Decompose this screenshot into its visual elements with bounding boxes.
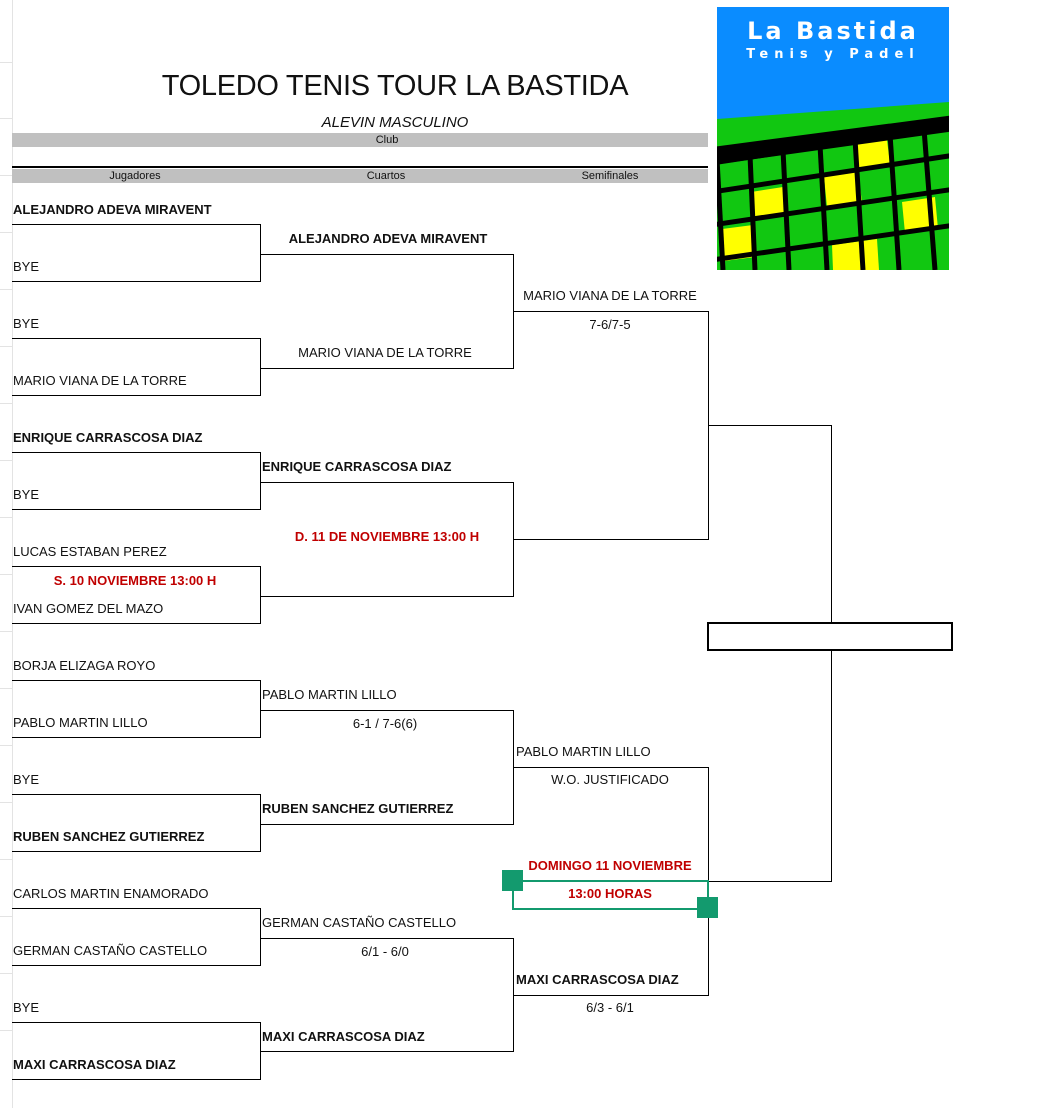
bracket-line <box>831 425 832 623</box>
bracket-line <box>260 338 261 396</box>
sf-1-score: 7-6/7-5 <box>589 317 631 332</box>
bracket-line <box>260 596 513 597</box>
bracket-line <box>513 767 708 768</box>
logo-name-text: La Bastida <box>747 17 919 45</box>
bracket-line <box>831 651 832 881</box>
bracket-line <box>513 311 708 312</box>
sf-3-score: W.O. JUSTIFICADO <box>551 772 669 787</box>
final-date-note: DOMINGO 11 NOVIEMBRE <box>528 858 692 873</box>
r1-m5-top: BORJA ELIZAGA ROYO <box>13 658 156 673</box>
bracket-line <box>260 1051 513 1052</box>
r1-m4-bottom: IVAN GOMEZ DEL MAZO <box>13 601 164 616</box>
bracket-line <box>12 1022 260 1023</box>
r1-m1-top: ALEJANDRO ADEVA MIRAVENT <box>13 202 212 217</box>
bracket-line <box>260 710 513 711</box>
sf-1-winner: MARIO VIANA DE LA TORRE <box>523 288 697 303</box>
club-bar <box>12 133 708 147</box>
bracket-line <box>260 908 261 966</box>
r1-m1-bottom: BYE <box>13 259 40 274</box>
bracket-line <box>12 566 260 567</box>
r1-m3-bottom: BYE <box>13 487 40 502</box>
bracket-line <box>12 623 260 624</box>
cell-selection-box[interactable] <box>512 880 709 910</box>
column-header-quarters: Cuartos <box>366 170 406 182</box>
r1-m2-top: BYE <box>13 316 40 331</box>
r1-m4-top: LUCAS ESTABAN PEREZ <box>13 544 167 559</box>
selection-handle-bottom-right[interactable] <box>697 897 718 918</box>
r1-m5-bottom: PABLO MARTIN LILLO <box>13 715 148 730</box>
qf-2-winner: MARIO VIANA DE LA TORRE <box>298 345 472 360</box>
r1-m8-bottom: MAXI CARRASCOSA DIAZ <box>13 1057 176 1072</box>
sf-3-winner: PABLO MARTIN LILLO <box>516 744 651 759</box>
header-divider <box>12 166 708 168</box>
bracket-line <box>12 680 260 681</box>
qf-6-winner: RUBEN SANCHEZ GUTIERREZ <box>262 801 454 816</box>
r1-m6-bottom: RUBEN SANCHEZ GUTIERREZ <box>13 829 205 844</box>
tournament-title: TOLEDO TENIS TOUR LA BASTIDA <box>161 70 629 102</box>
category-subtitle: ALEVIN MASCULINO <box>321 114 469 131</box>
r1-m8-top: BYE <box>13 1000 40 1015</box>
qf-8-winner: MAXI CARRASCOSA DIAZ <box>262 1029 425 1044</box>
bracket-line <box>260 368 513 369</box>
r1-m6-top: BYE <box>13 772 40 787</box>
qf-7-winner: GERMAN CASTAÑO CASTELLO <box>262 915 457 930</box>
bracket-line <box>260 938 513 939</box>
qf-7-score: 6/1 - 6/0 <box>361 944 409 959</box>
bracket-line <box>12 395 260 396</box>
bracket-line <box>260 224 261 282</box>
r1-m7-bottom: GERMAN CASTAÑO CASTELLO <box>13 943 208 958</box>
bracket-line <box>12 452 260 453</box>
bracket-line <box>260 254 513 255</box>
bracket-line <box>12 851 260 852</box>
bracket-line <box>12 737 260 738</box>
bracket-line <box>708 881 832 882</box>
bracket-line <box>708 425 831 426</box>
tennis-court-logo-icon <box>717 7 949 270</box>
column-header-bar <box>12 169 708 183</box>
bracket-line <box>12 794 260 795</box>
bracket-line <box>260 824 513 825</box>
bracket-line <box>260 566 261 624</box>
column-header-players: Jugadores <box>109 170 161 182</box>
column-header-semis: Semifinales <box>581 170 639 182</box>
qf-4-schedule: D. 11 DE NOVIEMBRE 13:00 H <box>294 529 480 544</box>
bracket-line <box>260 794 261 852</box>
qf-1-winner: ALEJANDRO ADEVA MIRAVENT <box>288 231 488 246</box>
bracket-line <box>12 281 260 282</box>
qf-5-winner: PABLO MARTIN LILLO <box>262 687 397 702</box>
club-label: Club <box>375 134 399 146</box>
r1-m3-top: ENRIQUE CARRASCOSA DIAZ <box>13 430 203 445</box>
bracket-line <box>12 338 260 339</box>
qf-3-winner: ENRIQUE CARRASCOSA DIAZ <box>262 459 452 474</box>
bracket-line <box>513 539 708 540</box>
selection-handle-top-left[interactable] <box>502 870 523 891</box>
final-time-note: 13:00 HORAS <box>568 886 652 901</box>
bracket-line <box>513 995 708 996</box>
final-winner-cell[interactable] <box>707 622 953 651</box>
bracket-line <box>12 908 260 909</box>
la-bastida-logo <box>717 7 949 270</box>
bracket-line <box>12 509 260 510</box>
bracket-line <box>12 224 260 225</box>
bracket-line <box>12 1079 260 1080</box>
bracket-line <box>260 680 261 738</box>
logo-tagline-text: Tenis y Padel <box>746 47 920 62</box>
r1-m7-top: CARLOS MARTIN ENAMORADO <box>13 886 209 901</box>
sf-4-score: 6/3 - 6/1 <box>586 1000 634 1015</box>
r1-m2-bottom: MARIO VIANA DE LA TORRE <box>13 373 187 388</box>
bracket-line <box>260 482 513 483</box>
qf-5-score: 6-1 / 7-6(6) <box>352 716 418 731</box>
sf-4-winner: MAXI CARRASCOSA DIAZ <box>516 972 679 987</box>
bracket-line <box>12 965 260 966</box>
bracket-line <box>260 452 261 510</box>
r1-m4-schedule: S. 10 NOVIEMBRE 13:00 H <box>53 573 217 588</box>
